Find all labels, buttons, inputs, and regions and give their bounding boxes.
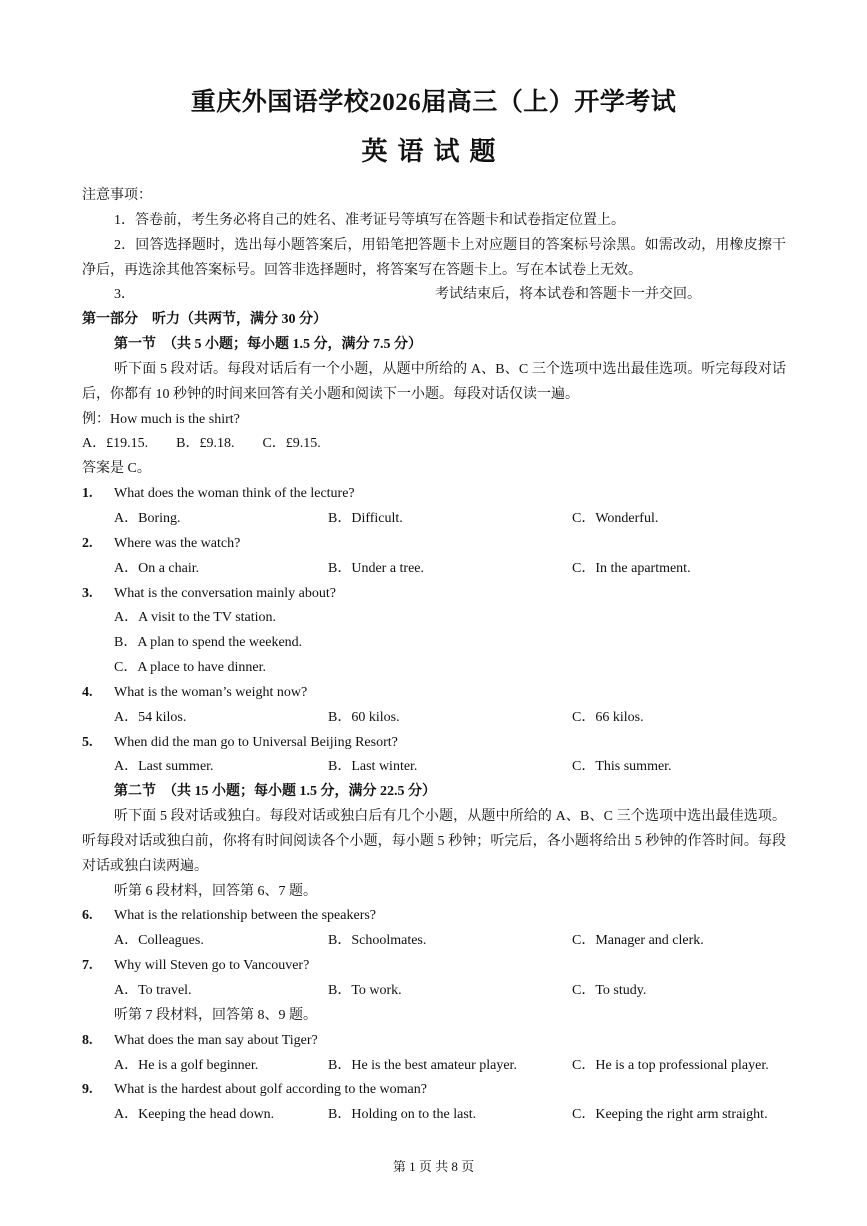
option-b: B．Under a tree.	[328, 560, 425, 576]
question-number: 2.	[82, 535, 93, 551]
question-row	[82, 1078, 786, 1103]
option-a: A．He is a golf beginner.	[114, 1057, 259, 1073]
section2-heading: 第二节 （共 15 小题；每小题 1.5 分，满分 22.5 分）	[114, 784, 436, 800]
option-b: B．Holding on to the last.	[328, 1107, 477, 1123]
options-row	[82, 656, 786, 681]
option-b: B．He is the best amateur player.	[328, 1057, 517, 1073]
option-c: C．Keeping the right arm straight.	[572, 1107, 768, 1123]
options-row	[82, 507, 786, 532]
option-a: A．Colleagues.	[114, 933, 204, 949]
question-text: Why will Steven go to Vancouver?	[114, 958, 310, 974]
exam-body	[82, 184, 786, 1128]
option-a: A．To travel.	[114, 983, 192, 998]
option-c: C．This summer.	[572, 759, 672, 775]
note-item-3-number: 3．	[114, 287, 135, 303]
option-a: A．A visit to the TV station.	[114, 610, 277, 626]
question-text: What is the hardest about golf according to the woman?	[114, 1082, 427, 1098]
material-note: 听第 7 段材料，回答第 8、9 题。	[114, 1007, 317, 1023]
option-b: B．A plan to spend the weekend.	[114, 635, 303, 651]
question-row	[82, 582, 786, 607]
options-row	[82, 706, 786, 731]
question-text: What is the conversation mainly about?	[114, 585, 336, 601]
question-number: 5.	[82, 734, 93, 750]
option-c: C．A place to have dinner.	[114, 660, 267, 676]
question-text: What is the woman’s weight now?	[114, 684, 308, 700]
question-text: When did the man go to Universal Beijing Resort?	[114, 734, 398, 750]
options-row	[82, 606, 786, 631]
question-number: 3.	[82, 585, 93, 601]
exam-subtitle: 英语试题	[361, 137, 506, 166]
question-number: 7.	[82, 958, 93, 974]
question-number: 9.	[82, 1082, 93, 1098]
options-row	[82, 1103, 786, 1128]
question-text: What does the man say about Tiger?	[114, 1032, 318, 1048]
question-text: What does the woman think of the lecture?	[114, 486, 355, 502]
section1-heading: 第一节 （共 5 小题；每小题 1.5 分，满分 7.5 分）	[114, 337, 422, 353]
options-row	[82, 631, 786, 656]
options-row	[82, 557, 786, 582]
example-answer: 答案是 C。	[82, 461, 151, 477]
option-b: B．Last winter.	[328, 759, 418, 775]
question-number: 6.	[82, 908, 93, 924]
question-row	[82, 532, 786, 557]
note-item-3-text: 考试结束后，将本试卷和答题卡一并交回。	[435, 287, 701, 303]
options-row	[82, 1054, 786, 1079]
material-note: 听第 6 段材料，回答第 6、7 题。	[114, 883, 317, 899]
page-footer: 第 1 页 共 8 页	[392, 1159, 475, 1174]
question-number: 8.	[82, 1032, 93, 1048]
question-number: 1.	[82, 486, 93, 502]
option-b: B．60 kilos.	[328, 709, 400, 725]
option-a: A．Boring.	[114, 510, 181, 526]
question-row	[82, 681, 786, 706]
example-question: 例：How much is the shirt?	[82, 411, 240, 427]
options-row	[82, 929, 786, 954]
options-row	[82, 979, 786, 1004]
notes-heading: 注意事项：	[82, 188, 152, 203]
exam-title: 重庆外国语学校2026届高三（上）开学考试	[190, 89, 677, 116]
option-c: C．He is a top professional player.	[572, 1057, 769, 1073]
section1-instructions: 听下面 5 段对话。每段对话后有一个小题，从题中所给的 A、B、C 三个选项中选出最佳选项。听完每段对话后，你都有 10 秒钟的时间来回答有关小题和阅读下一小题。每段对话仅读一遍。	[82, 361, 786, 402]
option-c: C．In the apartment.	[572, 560, 691, 576]
option-a: A．54 kilos.	[114, 709, 187, 725]
option-c: C．Manager and clerk.	[572, 933, 704, 949]
option-b: B．Difficult.	[328, 510, 403, 526]
question-list	[82, 482, 786, 1128]
question-text: Where was the watch?	[114, 535, 241, 551]
question-row	[82, 954, 786, 979]
option-c: C．To study.	[572, 983, 647, 998]
option-a: A．Keeping the head down.	[114, 1107, 275, 1123]
question-text: What is the relationship between the speakers?	[114, 908, 377, 924]
question-row	[82, 904, 786, 929]
option-a: A．Last summer.	[114, 759, 214, 775]
option-b: B．Schoolmates.	[328, 933, 427, 949]
question-row	[82, 1029, 786, 1054]
section2-instructions: 听下面 5 段对话或独白。每段对话或独白后有几个小题，从题中所给的 A、B、C 三个选项中选出最佳选项。听每段对话或独白前，你将有时间阅读各个小题，每小题 5 秒钟；听完后，各小题将给出 5 秒钟的作答时间。每段对话或独白读两遍。	[82, 809, 786, 874]
note-item-1: 1．答卷前，考生务必将自己的姓名、准考证号等填写在答题卡和试卷指定位置上。	[114, 212, 625, 228]
example-options: A．£19.15. B．£9.18. C．£9.15.	[82, 436, 321, 452]
question-row	[82, 731, 786, 756]
option-b: B．To work.	[328, 983, 402, 998]
note-item-2: 2．回答选择题时，选出每小题答案后，用铅笔把答题卡上对应题目的答案标号涂黑。如需改动，用橡皮擦干净后，再选涂其他答案标号。回答非选择题时，将答案写在答题卡上。写在本试卷上无效。	[82, 237, 786, 278]
options-row	[82, 755, 786, 780]
option-c: C．66 kilos.	[572, 709, 644, 725]
part1-heading: 第一部分 听力（共两节，满分 30 分）	[82, 312, 327, 328]
question-number: 4.	[82, 684, 93, 700]
option-a: A．On a chair.	[114, 560, 200, 576]
question-row	[82, 482, 786, 507]
note-item-3	[82, 283, 786, 308]
option-c: C．Wonderful.	[572, 510, 659, 526]
